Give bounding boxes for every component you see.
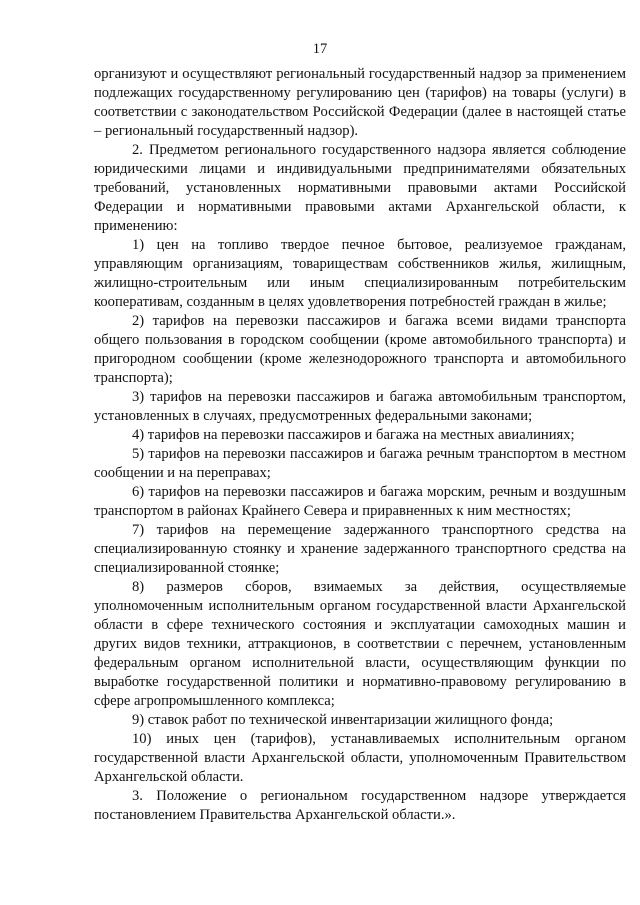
list-item-6: 6) тарифов на перевозки пассажиров и багажа морским, речным и воздушным транспортом в районах Крайнего Севера и приравненных к ним местностях; [94, 484, 626, 519]
list-item-10: 10) иных цен (тарифов), устанавливаемых исполнительным органом государственной власти Архангельской области, уполномоченным Правительством Архангельской области. [94, 731, 626, 785]
list-item-1: 1) цен на топливо твердое печное бытовое, реализуемое гражданам, управляющим организациям, товариществам собственников жилья, жилищным, жилищно-строительным или иным специализированным потребительским кооперативам, созданным в целях удовлетворения потребностей граждан в жилье; [94, 237, 626, 310]
list-item-8: 8) размеров сборов, взимаемых за действия, осуществляемые уполномоченным исполнительным органом государственной власти Архангельской области в сфере технического состояния и эксплуатации самоходных машин и других видов техники, аттракционов, в соответствии с перечнем, установленным федеральным органом исполнительной власти, осуществляющим функции по выработке государственной политики и нормативно-правовому регулированию в сфере агропромышленного комплекса; [94, 579, 626, 709]
document-body [94, 65, 626, 825]
list-item-7: 7) тарифов на перемещение задержанного транспортного средства на специализированную стоянку и хранение задержанного транспортного средства на специализированной стоянке; [94, 522, 626, 576]
list-item-5: 5) тарифов на перевозки пассажиров и багажа речным транспортом в местном сообщении и на переправах; [94, 446, 626, 481]
list-item-4: 4) тарифов на перевозки пассажиров и багажа на местных авиалиниях; [132, 427, 575, 443]
list-item-3: 3) тарифов на перевозки пассажиров и багажа автомобильным транспортом, установленных в случаях, предусмотренных федеральными законами; [94, 389, 626, 424]
paragraph-continuation: организуют и осуществляют региональный государственный надзор за применением подлежащих государственному регулированию цен (тарифов) на товары (услуги) в соответствии с законодательством Российской Федерации (далее в настоящей статье – региональный государственный надзор). [94, 66, 626, 139]
list-item-2: 2) тарифов на перевозки пассажиров и багажа всеми видами транспорта общего пользования в городском сообщении (кроме автомобильного транспорта) и пригородном сообщении (кроме железнодорожного транспорта и автомобильного транспорта); [94, 313, 626, 386]
paragraph-section-2: 2. Предметом регионального государственного надзора является соблюдение юридическими лицами и индивидуальными предпринимателями обязательных требований, установленных нормативными правовыми актами Российской Федерации и нормативными правовыми актами Архангельской области, к применению: [94, 142, 626, 234]
page-number: 17 [312, 41, 328, 57]
paragraph-section-3: 3. Положение о региональном государственном надзоре утверждается постановлением Правительства Архангельской области.». [94, 788, 626, 823]
list-item-9: 9) ставок работ по технической инвентаризации жилищного фонда; [132, 712, 554, 728]
